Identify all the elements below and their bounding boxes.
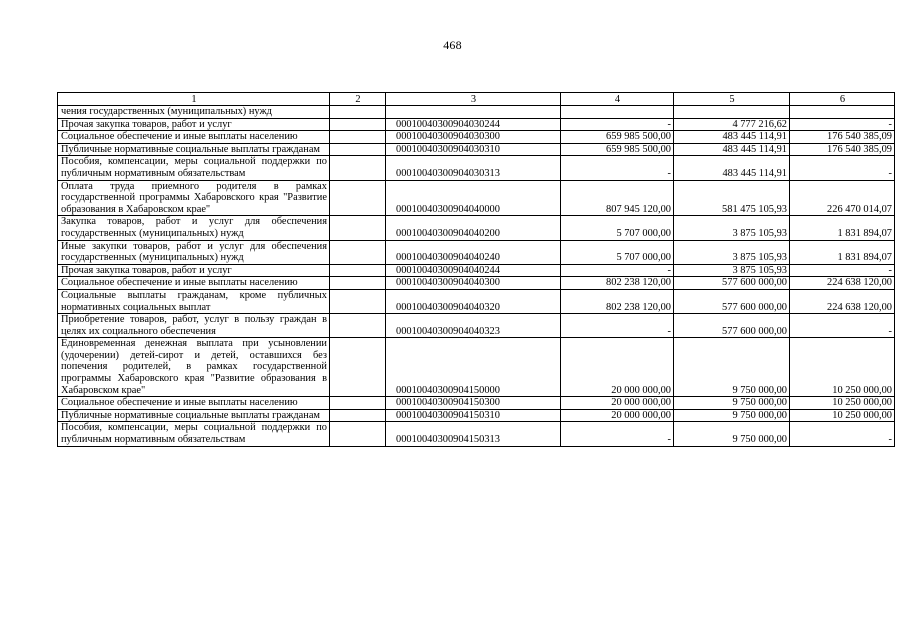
- row-col2-cell: [330, 216, 386, 240]
- row-col6-value: -: [790, 314, 895, 338]
- row-col4-value: -: [561, 264, 674, 277]
- row-col2-cell: [330, 264, 386, 277]
- table-row: [58, 338, 895, 397]
- column-header-3: 3: [386, 93, 561, 106]
- row-col5-value: 4 777 216,62: [674, 118, 790, 131]
- row-col2-cell: [330, 240, 386, 264]
- row-col5-value: 577 600 000,00: [674, 314, 790, 338]
- row-code-cell: 00010040300904150000: [386, 338, 561, 397]
- row-code-cell: 00010040300904030300: [386, 131, 561, 144]
- row-col5-value: 483 445 114,91: [674, 156, 790, 180]
- row-col4-value: 659 985 500,00: [561, 143, 674, 156]
- column-header-2: 2: [330, 93, 386, 106]
- row-name-cell: Оплата труда приемного родителя в рамках государственной программы Хабаровского края "Развитие образования в Хабаровском крае": [58, 180, 330, 216]
- row-name-cell: Пособия, компенсации, меры социальной поддержки по публичным нормативным обязательствам: [58, 156, 330, 180]
- row-col6-value: -: [790, 156, 895, 180]
- row-col6-value: 10 250 000,00: [790, 397, 895, 410]
- row-name-cell: Прочая закупка товаров, работ и услуг: [58, 264, 330, 277]
- row-col2-cell: [330, 106, 386, 119]
- row-col2-cell: [330, 314, 386, 338]
- row-col6-value: -: [790, 264, 895, 277]
- row-name-cell: Социальное обеспечение и иные выплаты населению: [58, 277, 330, 290]
- row-code-cell: 00010040300904150310: [386, 409, 561, 422]
- row-name-cell: Социальное обеспечение и иные выплаты населению: [58, 397, 330, 410]
- row-name-cell: Социальные выплаты гражданам, кроме публичных нормативных социальных выплат: [58, 289, 330, 313]
- row-name-cell: Пособия, компенсации, меры социальной поддержки по публичным нормативным обязательствам: [58, 422, 330, 446]
- row-col4-value: [561, 106, 674, 119]
- table-row: [58, 118, 895, 131]
- table-row: [58, 240, 895, 264]
- row-code-cell: 00010040300904150313: [386, 422, 561, 446]
- row-col6-value: 224 638 120,00: [790, 277, 895, 290]
- row-col4-value: 5 707 000,00: [561, 240, 674, 264]
- column-header-5: 5: [674, 93, 790, 106]
- row-code-cell: 00010040300904030244: [386, 118, 561, 131]
- row-col5-value: 3 875 105,93: [674, 240, 790, 264]
- row-col6-value: 176 540 385,09: [790, 143, 895, 156]
- column-header-4: 4: [561, 93, 674, 106]
- row-col4-value: 20 000 000,00: [561, 338, 674, 397]
- page-number: 468: [443, 38, 462, 52]
- column-header-6: 6: [790, 93, 895, 106]
- table-row: [58, 216, 895, 240]
- table-row: [58, 397, 895, 410]
- row-col5-value: 581 475 105,93: [674, 180, 790, 216]
- row-col5-value: 483 445 114,91: [674, 143, 790, 156]
- row-col6-value: [790, 106, 895, 119]
- row-col5-value: 3 875 105,93: [674, 216, 790, 240]
- table-row: [58, 422, 895, 446]
- table-row: [58, 156, 895, 180]
- row-col2-cell: [330, 409, 386, 422]
- row-col5-value: 9 750 000,00: [674, 397, 790, 410]
- row-code-cell: 00010040300904040323: [386, 314, 561, 338]
- row-col4-value: -: [561, 314, 674, 338]
- row-col6-value: 176 540 385,09: [790, 131, 895, 144]
- row-col4-value: 802 238 120,00: [561, 277, 674, 290]
- row-code-cell: 00010040300904040240: [386, 240, 561, 264]
- row-col6-value: 1 831 894,07: [790, 240, 895, 264]
- table-row: [58, 314, 895, 338]
- row-code-cell: 00010040300904040244: [386, 264, 561, 277]
- row-name-cell: Социальное обеспечение и иные выплаты населению: [58, 131, 330, 144]
- row-code-cell: 00010040300904040200: [386, 216, 561, 240]
- row-name-cell: Приобретение товаров, работ, услуг в пользу граждан в целях их социального обеспечения: [58, 314, 330, 338]
- column-header-1: 1: [58, 93, 330, 106]
- row-col4-value: 659 985 500,00: [561, 131, 674, 144]
- row-col2-cell: [330, 156, 386, 180]
- table-row: [58, 131, 895, 144]
- row-name-cell: Публичные нормативные социальные выплаты гражданам: [58, 409, 330, 422]
- row-name-cell: Единовременная денежная выплата при усыновлении (удочерении) детей-сирот и детей, оставшихся без попечения родителей, в рамках государственной программы Хабаровского края "Развитие образования в Хабаровском крае": [58, 338, 330, 397]
- table-header: [58, 93, 895, 106]
- row-col2-cell: [330, 143, 386, 156]
- table-row: [58, 264, 895, 277]
- row-col5-value: 9 750 000,00: [674, 338, 790, 397]
- table-row: [58, 143, 895, 156]
- table-row: [58, 277, 895, 290]
- row-code-cell: 00010040300904040300: [386, 277, 561, 290]
- row-col5-value: 483 445 114,91: [674, 131, 790, 144]
- row-col4-value: 20 000 000,00: [561, 397, 674, 410]
- row-code-cell: 00010040300904030313: [386, 156, 561, 180]
- row-col5-value: 3 875 105,93: [674, 264, 790, 277]
- row-name-cell: Публичные нормативные социальные выплаты гражданам: [58, 143, 330, 156]
- row-col2-cell: [330, 397, 386, 410]
- table-row: [58, 180, 895, 216]
- row-code-cell: 00010040300904040000: [386, 180, 561, 216]
- row-col5-value: 9 750 000,00: [674, 409, 790, 422]
- table-body: [58, 106, 895, 447]
- row-code-cell: [386, 106, 561, 119]
- row-col5-value: 9 750 000,00: [674, 422, 790, 446]
- row-code-cell: 00010040300904040320: [386, 289, 561, 313]
- row-name-cell: чения государственных (муниципальных) нужд: [58, 106, 330, 119]
- table-row: [58, 106, 895, 119]
- row-col5-value: 577 600 000,00: [674, 277, 790, 290]
- row-col6-value: -: [790, 118, 895, 131]
- row-col6-value: 10 250 000,00: [790, 409, 895, 422]
- row-col2-cell: [330, 131, 386, 144]
- table-row: [58, 289, 895, 313]
- row-col2-cell: [330, 277, 386, 290]
- row-col6-value: 226 470 014,07: [790, 180, 895, 216]
- header-row: [58, 93, 895, 106]
- row-col2-cell: [330, 422, 386, 446]
- row-col4-value: 802 238 120,00: [561, 289, 674, 313]
- row-col4-value: 20 000 000,00: [561, 409, 674, 422]
- row-code-cell: 00010040300904150300: [386, 397, 561, 410]
- row-col4-value: -: [561, 422, 674, 446]
- row-col4-value: -: [561, 156, 674, 180]
- row-col5-value: 577 600 000,00: [674, 289, 790, 313]
- row-col2-cell: [330, 180, 386, 216]
- row-name-cell: Иные закупки товаров, работ и услуг для обеспечения государственных (муниципальных) нужд: [58, 240, 330, 264]
- row-code-cell: 00010040300904030310: [386, 143, 561, 156]
- row-col5-value: [674, 106, 790, 119]
- row-col6-value: 1 831 894,07: [790, 216, 895, 240]
- row-col4-value: 5 707 000,00: [561, 216, 674, 240]
- row-col2-cell: [330, 118, 386, 131]
- table-row: [58, 409, 895, 422]
- row-col4-value: 807 945 120,00: [561, 180, 674, 216]
- row-col6-value: -: [790, 422, 895, 446]
- row-col6-value: 10 250 000,00: [790, 338, 895, 397]
- row-col2-cell: [330, 289, 386, 313]
- row-col6-value: 224 638 120,00: [790, 289, 895, 313]
- row-col4-value: -: [561, 118, 674, 131]
- row-name-cell: Прочая закупка товаров, работ и услуг: [58, 118, 330, 131]
- row-name-cell: Закупка товаров, работ и услуг для обеспечения государственных (муниципальных) нужд: [58, 216, 330, 240]
- row-col2-cell: [330, 338, 386, 397]
- budget-table: [57, 92, 895, 447]
